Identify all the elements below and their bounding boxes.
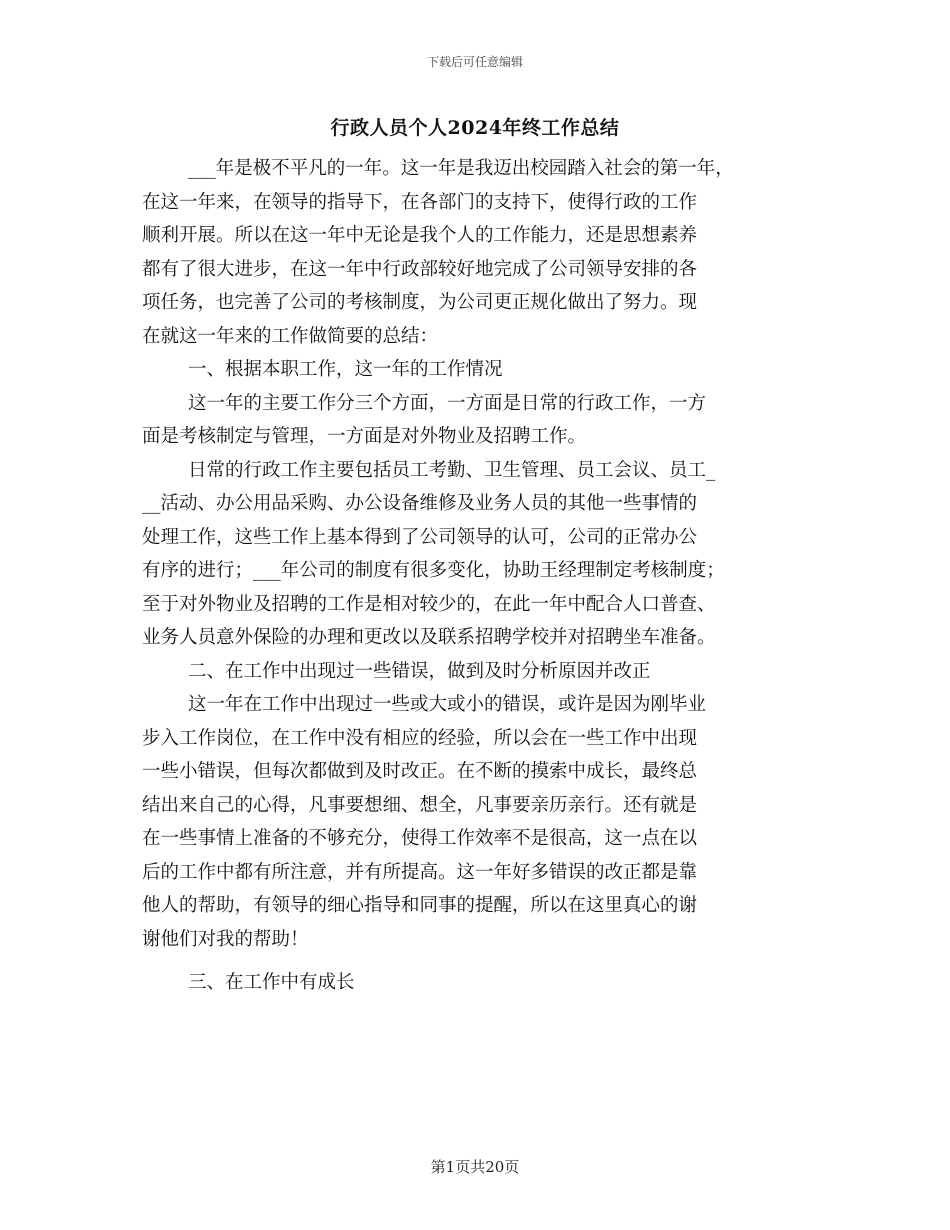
paragraph-line: 步入工作岗位，在工作中没有相应的经验，所以会在一些工作中出现 <box>142 727 698 749</box>
paragraph-line: 顺利开展。所以在这一年中无论是我个人的工作能力，还是思想素养 <box>142 225 698 246</box>
paragraph-spacer <box>142 956 807 966</box>
paragraph-line: 他人的帮助，有领导的细心指导和同事的提醒，所以在这里真心的谢 <box>142 895 698 916</box>
paragraph-line: 一些小错误，但每次都做到及时改正。在不断的摸索中成长，最终总 <box>142 761 698 782</box>
paragraph-line: 在就这一年来的工作做简要的总结： <box>142 325 439 347</box>
paragraph-line: 后的工作中都有所注意，并有所提高。这一年好多错误的改正都是靠 <box>142 861 698 883</box>
paragraph-line: 业务人员意外保险的办理和更改以及联系招聘学校并对招聘坐车准备。 <box>142 627 716 648</box>
paragraph-line: __活动、办公用品采购、办公设备维修及业务人员的其他一些事情的 <box>142 493 698 514</box>
page-header-note: 下载后可任意编辑 <box>426 55 523 69</box>
paragraph-line: 这一年的主要工作分三个方面，一方面是日常的行政工作，一方 <box>188 392 707 414</box>
paragraph-line: 日常的行政工作主要包括员工考勤、卫生管理、员工会议、员工_ <box>188 459 716 481</box>
page-number: 第1页共20页 <box>430 1158 520 1176</box>
section-heading: 三、在工作中有成长 <box>188 972 355 993</box>
paragraph-line: 至于对外物业及招聘的工作是相对较少的，在此一年中配合人口普查、 <box>142 593 716 615</box>
paragraph-line: 有序的进行；___年公司的制度有很多变化，协助王经理制定考核制度； <box>142 560 725 581</box>
section-heading: 一、根据本职工作，这一年的工作情况 <box>188 359 503 380</box>
paragraph-line: ___年是极不平凡的一年。这一年是我迈出校园踏入社会的第一年， <box>188 158 734 179</box>
paragraph-line: 面是考核制定与管理，一方面是对外物业及招聘工作。 <box>142 426 587 447</box>
document-body <box>142 152 807 1000</box>
paragraph-line: 在这一年来，在领导的指导下，在各部门的支持下，使得行政的工作 <box>142 191 698 213</box>
paragraph-line: 在一些事情上准备的不够充分，使得工作效率不是很高，这一点在以 <box>142 828 698 849</box>
paragraph-line: 谢他们对我的帮助！ <box>142 928 309 950</box>
paragraph-line: 处理工作，这些工作上基本得到了公司领导的认可，公司的正常办公 <box>142 526 698 548</box>
paragraph-line: 结出来自己的心得，凡事要想细、想全，凡事要亲历亲行。还有就是 <box>142 794 698 816</box>
document-title: 行政人员个人2024年终工作总结 <box>330 117 620 139</box>
paragraph-line: 都有了很大进步，在这一年中行政部较好地完成了公司领导安排的各 <box>142 258 698 280</box>
paragraph-line: 项任务，也完善了公司的考核制度，为公司更正规化做出了努力。现 <box>142 292 698 313</box>
paragraph-line: 这一年在工作中出现过一些或大或小的错误，或许是因为刚毕业 <box>188 694 707 715</box>
section-heading: 二、在工作中出现过一些错误，做到及时分析原因并改正 <box>188 660 651 682</box>
